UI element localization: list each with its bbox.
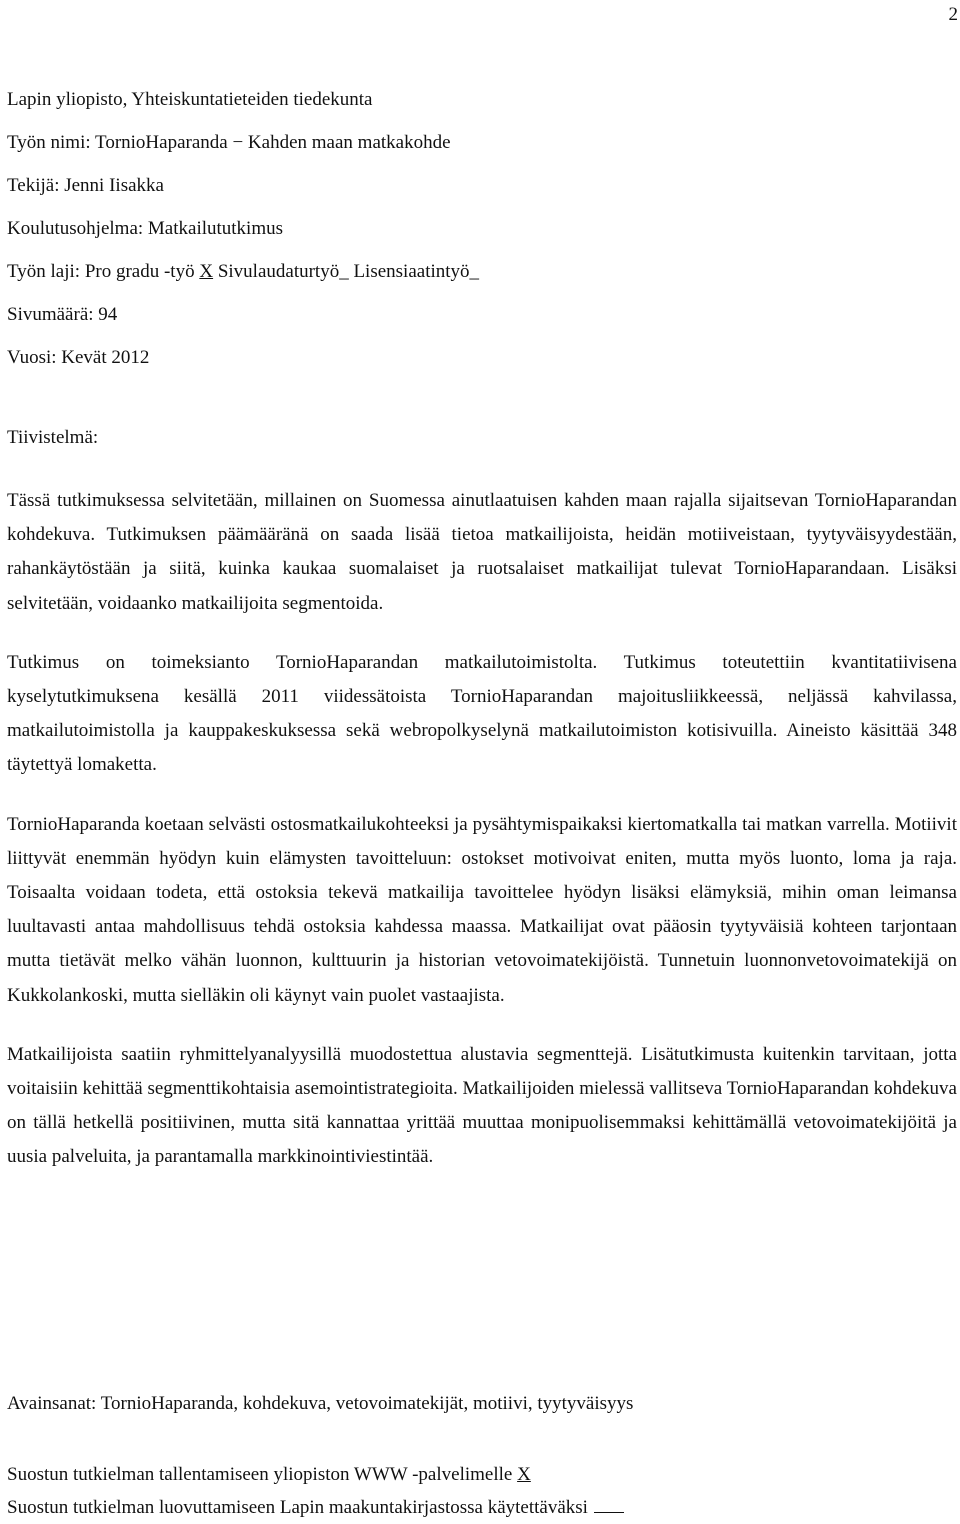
work-type-prefix: Työn laji: Pro gradu -työ	[7, 261, 200, 282]
consent-www-mark: X	[517, 1464, 531, 1485]
consent-library-line	[7, 1491, 955, 1524]
university-line: Lapin yliopisto, Yhteiskuntatieteiden tiedekunta	[7, 89, 373, 110]
author-line: Tekijä: Jenni Iisakka	[7, 175, 164, 196]
consent-www-text: Suostun tutkielman tallentamiseen yliopiston WWW -palvelimelle	[7, 1464, 518, 1485]
year-line: Vuosi: Kevät 2012	[7, 347, 150, 368]
consent-www-line	[7, 1458, 955, 1491]
abstract-paragraph: Tutkimus on toimeksianto TornioHaparandan matkailutoimistolta. Tutkimus toteutettiin kvantitatiivisena kyselytutkimuksena kesällä 2011 viidessätoista TornioHaparandan majoitusliikkeessä, neljässä kahvilassa, matkailutoimistolla ja kauppakeskuksessa sekä webropolkyselynä matkailutoimiston kotisivuilla. Aineisto käsittää 348 täytettyä lomaketta.	[7, 651, 957, 776]
page-count-line: Sivumäärä: 94	[7, 304, 118, 325]
page-number: 2	[948, 4, 958, 25]
work-type-suffix: Sivulaudaturtyö_ Lisensiaatintyö_	[213, 261, 480, 282]
consent-section	[7, 1458, 955, 1524]
abstract-paragraph: Tässä tutkimuksessa selvitetään, millainen on Suomessa ainutlaatuisen kahden maan rajalla sijaitsevan TornioHaparandan kohdekuva. Tutkimuksen päämääränä on saada lisää tietoa matkailijoista, heidän motiiveistaan, tyytyväisyydestään, rahankäytöstään ja siitä, kuinka kaukaa suomalaiset ja ruotsalaiset matkailijat tulevat TornioHaparandaan. Lisäksi selvitetään, voidaanko matkailijoita segmentoida.	[7, 490, 957, 614]
consent-library-text: Suostun tutkielman luovuttamiseen Lapin maakuntakirjastossa käytettäväksi	[7, 1497, 588, 1518]
work-type-line	[7, 258, 955, 301]
thesis-metadata	[7, 86, 955, 387]
keywords-line: Avainsanat: TornioHaparanda, kohdekuva, vetovoimatekijät, motiivi, tyytyväisyys	[7, 1393, 634, 1414]
consent-library-blank	[594, 1497, 624, 1513]
title-line: Työn nimi: TornioHaparanda − Kahden maan matkakohde	[7, 132, 451, 153]
abstract-paragraph: Matkailijoista saatiin ryhmittelyanalyysillä muodostettua alustavia segmenttejä. Lisätutkimusta kuitenkin tarvitaan, jotta voitaisiin kehittää segmenttikohtaisia asemointistrategioita. Matkailijoiden mielessä vallitseva TornioHaparandan kohdekuva on tällä hetkellä positiivinen, mutta sitä kannattaa yrittää muuttaa monipuolisemmaksi kehittämällä vetovoimatekijöitä ja uusia palveluita, ja parantamalla markkinointiviestintää.	[7, 1043, 957, 1168]
program-line: Koulutusohjelma: Matkailututkimus	[7, 218, 284, 239]
work-type-mark: X	[199, 261, 214, 282]
abstract-paragraph: TornioHaparanda koetaan selvästi ostosmatkailukohteeksi ja pysähtymispaikaksi kiertomatkalla tai matkan varrella. Motiivit liittyvät enemmän hyödyn kuin elämysten tavoitteluun: ostokset motivoivat eniten, mutta myös luonto, loma ja raja. Toisaalta voidaan todeta, että ostoksia tekevä matkailija tavoittelee hyödyn lisäksi elämyksiä, mihin oman leimansa luultavasti antaa mahdollisuus tehdä ostoksia kahdessa maassa. Matkailijat ovat pääosin tyytyväisiä kohteen tarjontaan mutta tietävät melko vähän luonnon, kulttuurin ja historian vetovoimatekijöistä. Tunnetuin luonnonvetovoimatekijä on Kukkolankoski, mutta sielläkin oli käynyt vain puolet vastaajista.	[7, 813, 957, 1006]
summary-heading: Tiivistelmä:	[7, 427, 99, 448]
abstract-body	[7, 484, 957, 1200]
